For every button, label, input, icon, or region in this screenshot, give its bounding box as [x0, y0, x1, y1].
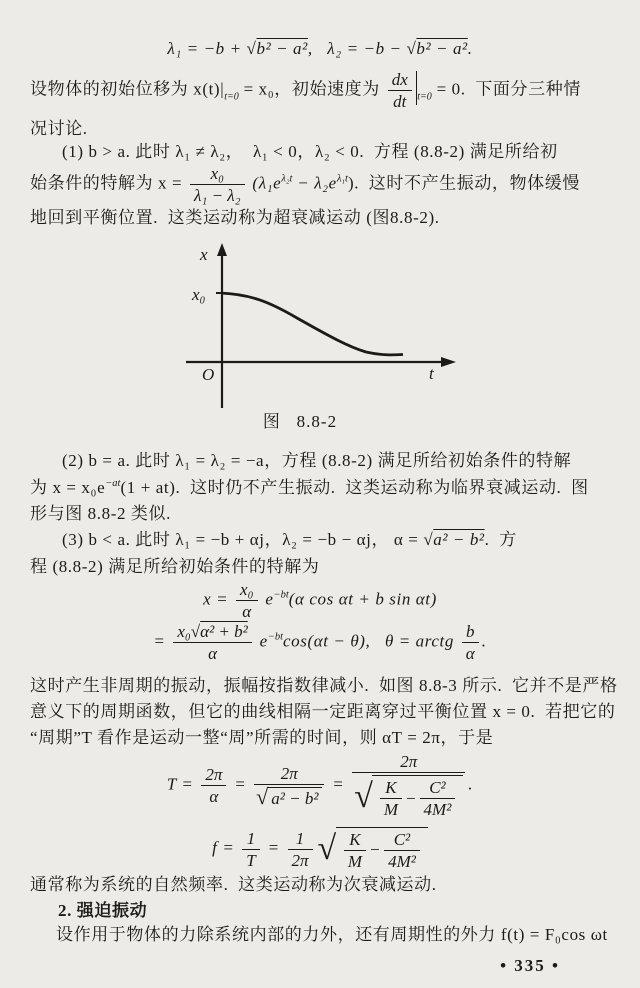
figure-caption: 图 8.8-2	[262, 412, 338, 431]
fx2-exponent: −bt	[267, 631, 283, 643]
fT-f3-num: 2π	[352, 752, 465, 773]
ff-C2: C²	[384, 830, 420, 851]
fx1-frac-den: α	[242, 602, 252, 622]
fx2-theta-den: α	[465, 644, 475, 664]
closing-line-3: 设作用于物体的力除系统内部的力外，还有周期性的外力 f(t) = F₀cos ωt	[56, 925, 608, 944]
case2-line-2	[30, 477, 620, 499]
fT-fraction-3	[352, 752, 465, 819]
oscillation-para-line-3: “周期”T 看作是运动一整“周”所需的时间，则 αT = 2π，于是	[30, 728, 494, 747]
origin-label: O	[202, 365, 215, 384]
case3-line-2: 程 (8.8-2) 满足所给初始条件的特解为	[30, 557, 320, 576]
section-heading-forced-vibration: 2. 强迫振动	[58, 901, 148, 920]
ff-KM-fraction	[344, 830, 366, 871]
fT-f1-den: α	[209, 787, 219, 807]
fT-f2-radicand: a² − b²	[267, 787, 322, 808]
case1-frac-den: λ₁ − λ₂	[194, 186, 241, 206]
intro-text-3: = 0. 下面分三种情	[431, 79, 581, 99]
case2-exponent: −at	[105, 478, 121, 489]
formula-lambda-radicand2: b² − a²	[416, 39, 468, 58]
formula-x-line-1	[0, 580, 640, 621]
fT-KM-fraction	[380, 778, 402, 819]
fT-f3-radicand	[372, 775, 463, 819]
fx2-frac-num	[173, 622, 251, 643]
fT-f2-den	[254, 785, 324, 808]
radical-sign: √	[354, 777, 373, 815]
case2-line-3: 形与图 8.8-2 类似.	[30, 504, 171, 523]
case1-exponent-1: λ₂t	[281, 173, 293, 185]
formula-lambda-radicand1: b² − a²	[256, 39, 308, 58]
case2-line-1: (2) b = a. 此时 λ₁ = λ₂ = −a，方程 (8.8-2) 满足所给初始条件的特解	[62, 451, 572, 470]
fT-f3-den	[352, 773, 465, 819]
ff-sqrt	[318, 827, 428, 871]
fT-equals-2: =	[327, 774, 350, 794]
x0-label: x₀	[192, 285, 206, 304]
fx1-text-2: e	[260, 589, 274, 609]
figure-8-8-2-plot	[150, 242, 510, 432]
case3-line-1	[62, 529, 640, 551]
fx2-fraction	[173, 622, 251, 663]
ff-minus: −	[368, 840, 382, 860]
ff-f2-den: 2π	[291, 850, 309, 870]
case1-text-3: − λ₂e	[292, 173, 337, 193]
formula-x-line-2	[0, 622, 640, 663]
derivative-fraction	[388, 70, 412, 111]
formula-lambda-part2: , λ₂ = −b − √	[307, 39, 417, 58]
fT-C2: C²	[420, 778, 456, 799]
fx1-exponent: −bt	[273, 589, 289, 601]
formula-lambda	[0, 38, 640, 60]
fx1-text-3: (α cos αt + b sin αt)	[288, 589, 437, 609]
ff-M: M	[347, 852, 362, 872]
fT-K: K	[380, 778, 402, 799]
fx2-equals: =	[153, 631, 171, 651]
fT-equals-1: =	[229, 774, 252, 794]
oscillation-para-line-1: 这时产生非周期的振动，振幅按指数律减小. 如图 8.8-3 所示. 它并不是严格	[30, 676, 618, 695]
case3-text-1: (3) b < a. 此时 λ₁ = −b + αj，λ₂ = −b − αj， α = √	[62, 530, 434, 549]
closing-line-1: 通常称为系统的自然频率. 这类运动称为次衰减运动.	[30, 875, 437, 894]
fx2-num-text: x₀√	[177, 622, 201, 641]
ff-equals: =	[262, 837, 285, 857]
ff-f1-num: 1	[242, 829, 259, 850]
ff-4M2: 4M²	[388, 852, 416, 872]
case1-exponent-2: λ₁t	[336, 173, 348, 185]
y-axis-arrow	[217, 243, 227, 256]
intro-line-1	[30, 70, 620, 111]
case3-text-2: . 方	[484, 530, 517, 549]
decay-curve	[221, 293, 403, 355]
fT-f1-num: 2π	[201, 765, 226, 786]
ff-fraction-2	[288, 829, 313, 870]
fx1-text-1: x =	[203, 589, 234, 609]
ff-K: K	[344, 830, 366, 851]
ff-f1-den: T	[246, 850, 256, 870]
page-number: • 335 •	[500, 956, 560, 975]
fx2-text-2: e	[254, 631, 268, 651]
radical-sign: √	[256, 784, 269, 810]
ff-f2-num: 1	[288, 829, 313, 850]
fx2-frac-den: α	[208, 644, 217, 664]
case1-text-4: ). 这时不产生振动，物体缓慢	[347, 173, 580, 193]
fT-C-fraction	[420, 778, 456, 819]
eval-subscript-1: t=0	[224, 91, 239, 103]
ff-fraction-1	[242, 829, 259, 870]
ff-C-fraction	[384, 830, 420, 871]
t-axis-label: t	[429, 364, 434, 383]
fT-fraction-1	[201, 765, 226, 806]
fT-period: .	[468, 774, 474, 794]
case1-text-2: (λ₁e	[247, 173, 282, 193]
y-axis-label: x	[200, 245, 208, 264]
fx2-num-radicand: α² + b²	[200, 622, 248, 641]
case1-fraction	[190, 164, 245, 205]
formula-T	[0, 752, 640, 819]
formula-lambda-part1: λ₁ = −b + √	[167, 39, 257, 58]
case2-text-2: (1 + at). 这时仍不产生振动. 这类运动称为临界衰减运动. 图	[120, 478, 589, 497]
fT-fraction-2	[254, 764, 324, 808]
fT-4M2: 4M²	[423, 800, 452, 820]
case3-radicand: a² − b²	[433, 530, 485, 549]
fx2-theta-fraction	[462, 622, 479, 663]
intro-line-2: 况讨论.	[30, 119, 88, 138]
formula-f	[0, 827, 640, 871]
eval-subscript-2: t=0	[417, 91, 432, 103]
case2-text-1: 为 x = x₀e	[30, 478, 106, 497]
derivative-numerator: dx	[388, 70, 412, 91]
fT-minus: −	[405, 789, 417, 809]
case1-text-1: 始条件的特解为 x =	[30, 173, 188, 193]
intro-text-2: = x₀，初始速度为	[238, 79, 385, 99]
formula-lambda-period: .	[467, 39, 473, 58]
fT-f2-num: 2π	[254, 764, 324, 785]
fT-lhs: T =	[166, 774, 199, 794]
derivative-denominator: dt	[393, 92, 407, 112]
ff-lhs: f =	[212, 837, 240, 857]
fx1-fraction	[236, 580, 257, 621]
fT-M: M	[383, 800, 399, 820]
case1-frac-num: x₀	[190, 164, 245, 185]
case1-line-3: 地回到平衡位置. 这类运动称为超衰减运动 (图8.8-2).	[30, 208, 440, 227]
fx2-text-3: cos(αt − θ), θ = arctg	[283, 631, 459, 651]
fx2-period: .	[481, 631, 487, 651]
fx1-frac-num: x₀	[236, 580, 257, 601]
oscillation-para-line-2: 意义下的周期函数，但它的曲线相隔一定距离穿过平衡位置 x = 0. 若把它的	[30, 702, 616, 721]
fx2-theta-num: b	[462, 622, 479, 643]
ff-radicand	[336, 827, 428, 871]
case1-line-1: (1) b > a. 此时 λ₁ ≠ λ₂， λ₁ < 0，λ₂ < 0. 方程 (8.8-2) 满足所给初	[62, 142, 558, 161]
radical-sign: √	[317, 829, 337, 867]
x-axis-arrow	[441, 357, 456, 367]
case1-line-2	[30, 164, 620, 205]
intro-text-1: 设物体的初始位移为 x(t)|	[30, 79, 225, 99]
